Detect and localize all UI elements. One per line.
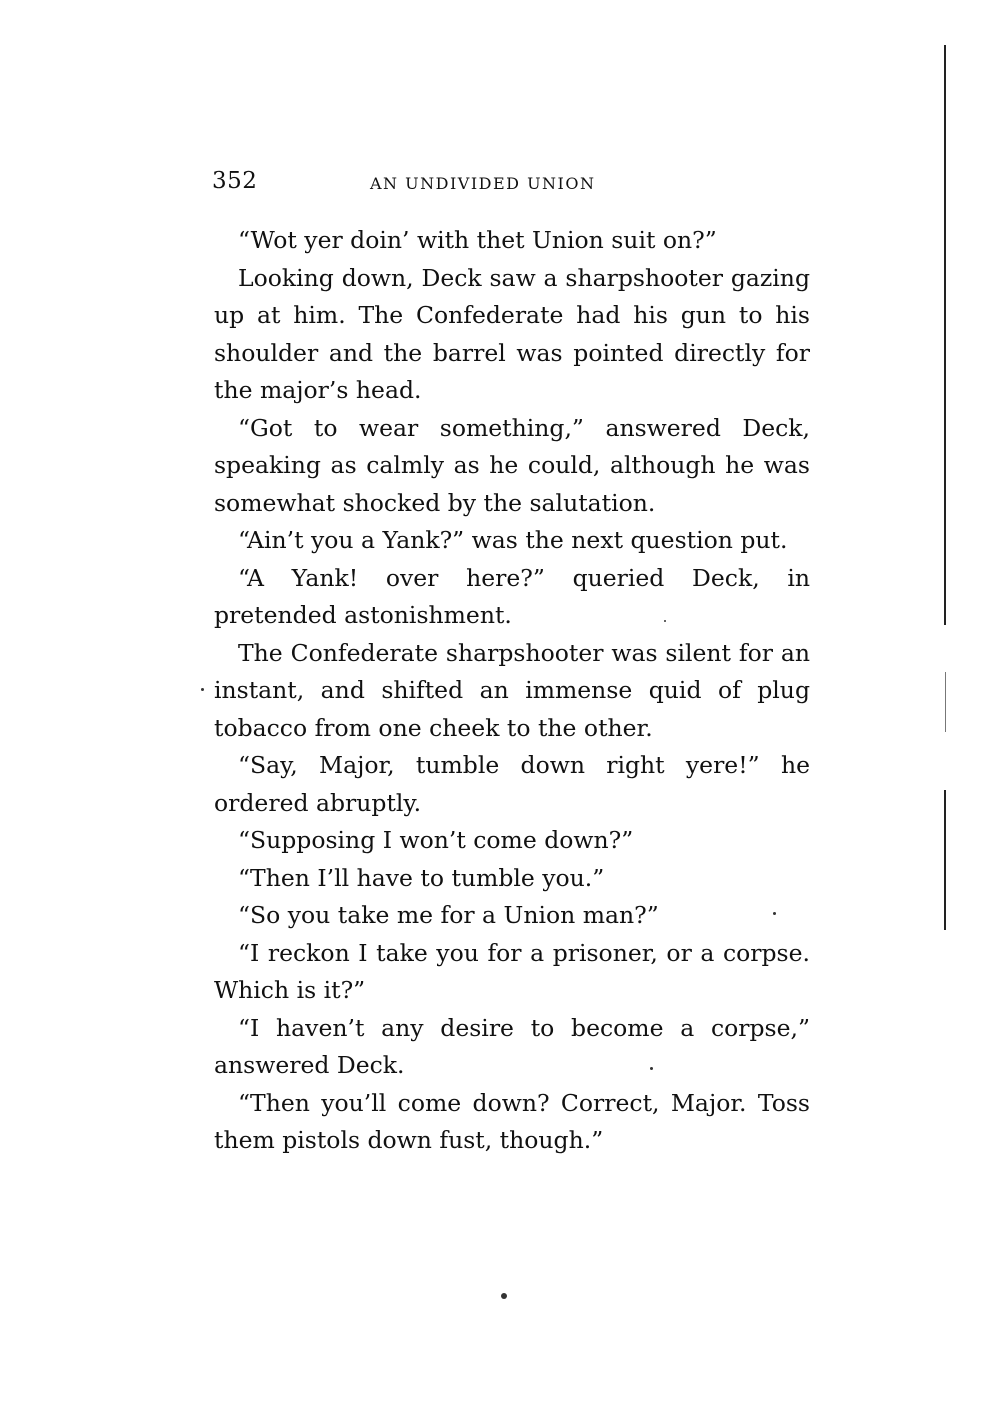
paragraph: “So you take me for a Union man?” bbox=[238, 901, 659, 929]
paragraph: “A Yank! over here?” queried Deck, in pretended astonishment. bbox=[214, 563, 810, 629]
scan-speck bbox=[773, 912, 776, 915]
paragraph: “Ain’t you a Yank?” was the next question put. bbox=[238, 526, 788, 554]
paragraph: “Got to wear something,” answered Deck, speaking as calmly as he could, although he was somewhat shocked by the salutation. bbox=[214, 413, 810, 517]
scan-speck bbox=[201, 688, 204, 691]
paragraph: “I reckon I take you for a prisoner, or a corpse. Which is it?” bbox=[214, 938, 810, 1004]
paragraph: “Then you’ll come down? Correct, Major. Toss them pistols down fust, though.” bbox=[214, 1088, 810, 1154]
body-text bbox=[214, 222, 810, 1160]
scan-edge-mark bbox=[945, 672, 946, 732]
scan-edge-mark bbox=[944, 45, 946, 625]
scan-speck bbox=[501, 1293, 507, 1299]
page-header bbox=[212, 168, 812, 198]
page-number: 352 bbox=[212, 168, 258, 194]
running-title: AN UNDIVIDED UNION bbox=[370, 174, 596, 193]
paragraph: “Wot yer doin’ with thet Union suit on?” bbox=[238, 226, 717, 254]
paragraph: “Then I’ll have to tumble you.” bbox=[238, 863, 605, 892]
scan-edge-mark bbox=[944, 790, 946, 930]
scan-speck bbox=[650, 1067, 653, 1070]
paragraph: Looking down, Deck saw a sharpshooter gazing up at him. The Confederate had his gun to his shoulder and the barrel was pointed directly for the major’s head. bbox=[214, 263, 810, 404]
paragraph: “Say, Major, tumble down right yere!” he ordered abruptly. bbox=[214, 751, 810, 817]
paragraph: “Supposing I won’t come down?” bbox=[238, 826, 634, 854]
paragraph: “I haven’t any desire to become a corpse,” answered Deck. bbox=[214, 1013, 810, 1079]
paragraph: The Confederate sharpshooter was silent for an instant, and shifted an immense quid of plug tobacco from one cheek to the other. bbox=[214, 638, 810, 742]
scan-speck bbox=[664, 620, 666, 622]
